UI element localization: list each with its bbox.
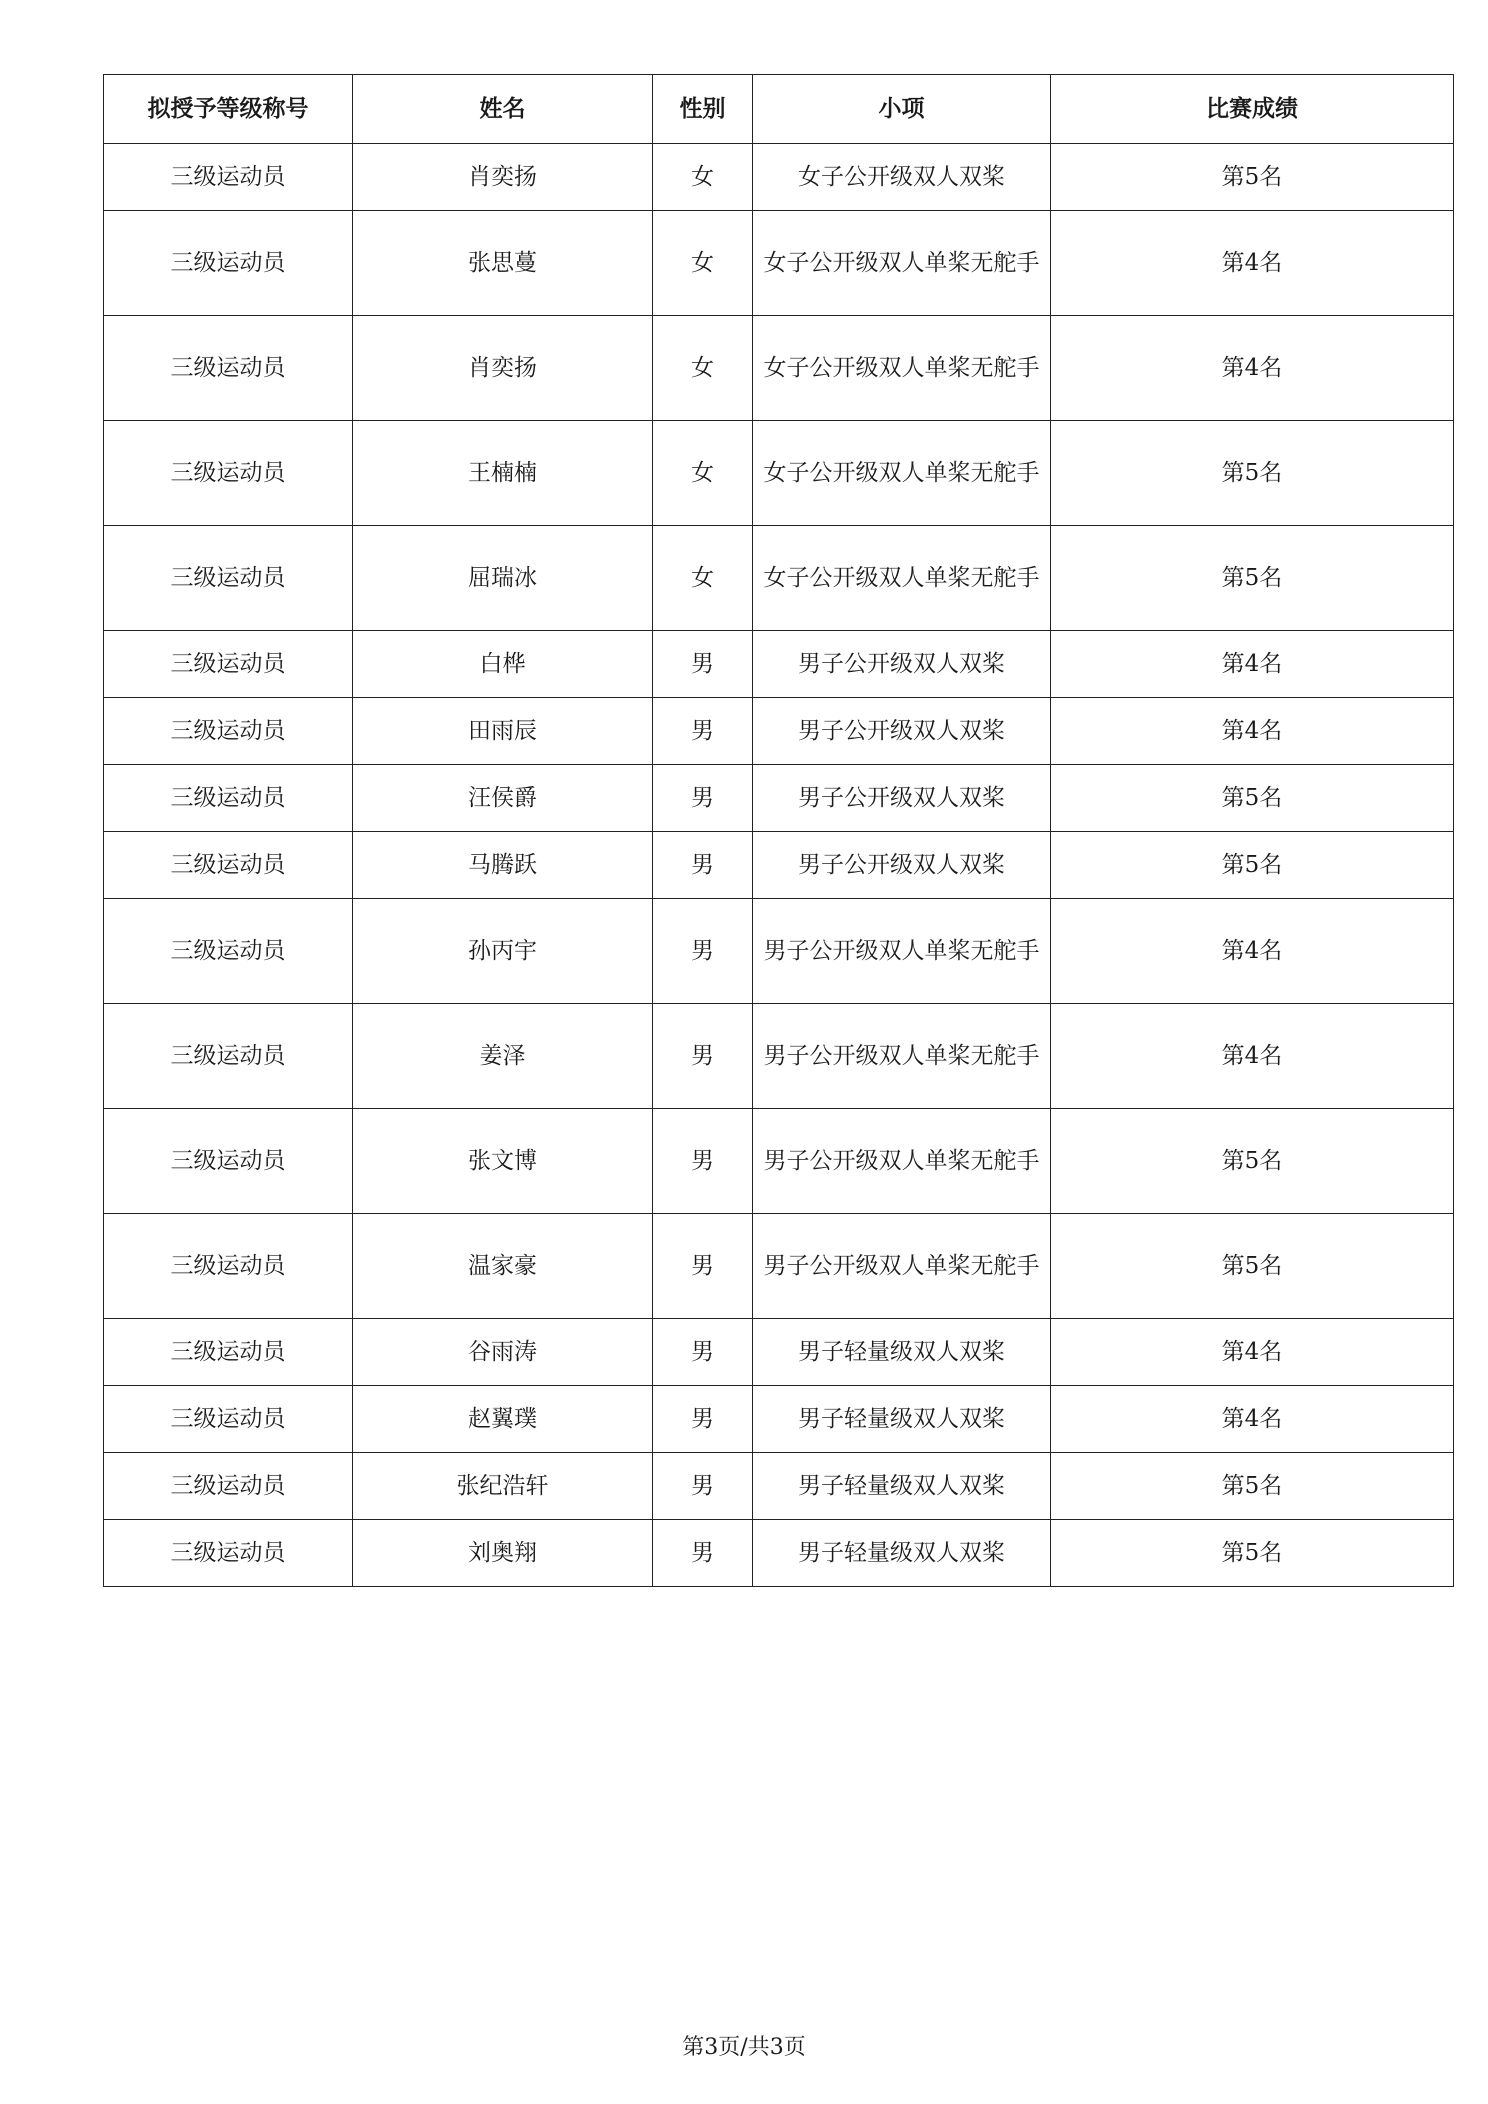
table-row [104, 899, 1454, 1004]
table-row [104, 144, 1454, 211]
cell-gender: 男 [653, 1214, 753, 1319]
table-row [104, 765, 1454, 832]
cell-event: 男子轻量级双人双桨 [753, 1319, 1051, 1386]
cell-gender: 女 [653, 211, 753, 316]
cell-name: 肖奕扬 [353, 316, 653, 421]
cell-result: 第5名 [1051, 1109, 1454, 1214]
header-event: 小项 [753, 75, 1051, 144]
table-row [104, 316, 1454, 421]
cell-name: 王楠楠 [353, 421, 653, 526]
cell-gender: 男 [653, 631, 753, 698]
cell-result: 第4名 [1051, 698, 1454, 765]
cell-name: 张纪浩轩 [353, 1453, 653, 1520]
cell-grade: 三级运动员 [104, 144, 353, 211]
header-grade: 拟授予等级称号 [104, 75, 353, 144]
cell-gender: 男 [653, 1319, 753, 1386]
cell-result: 第5名 [1051, 1453, 1454, 1520]
cell-grade: 三级运动员 [104, 1319, 353, 1386]
table-row [104, 1520, 1454, 1587]
cell-gender: 男 [653, 832, 753, 899]
cell-result: 第4名 [1051, 1319, 1454, 1386]
table-row [104, 1109, 1454, 1214]
cell-grade: 三级运动员 [104, 211, 353, 316]
table-row [104, 832, 1454, 899]
cell-result: 第5名 [1051, 765, 1454, 832]
cell-grade: 三级运动员 [104, 1109, 353, 1214]
cell-grade: 三级运动员 [104, 698, 353, 765]
cell-result: 第5名 [1051, 526, 1454, 631]
cell-gender: 男 [653, 1453, 753, 1520]
cell-event: 男子公开级双人单桨无舵手 [753, 1214, 1051, 1319]
cell-event: 女子公开级双人单桨无舵手 [753, 211, 1051, 316]
cell-result: 第5名 [1051, 144, 1454, 211]
cell-event: 男子公开级双人双桨 [753, 698, 1051, 765]
cell-event: 男子公开级双人双桨 [753, 832, 1051, 899]
table-header-row [104, 75, 1454, 144]
table-row [104, 1386, 1454, 1453]
cell-gender: 男 [653, 1109, 753, 1214]
cell-result: 第4名 [1051, 631, 1454, 698]
cell-event: 男子公开级双人单桨无舵手 [753, 1109, 1051, 1214]
cell-grade: 三级运动员 [104, 1214, 353, 1319]
cell-name: 屈瑞冰 [353, 526, 653, 631]
cell-name: 张文博 [353, 1109, 653, 1214]
cell-event: 男子轻量级双人双桨 [753, 1520, 1051, 1587]
cell-name: 田雨辰 [353, 698, 653, 765]
table-row [104, 1319, 1454, 1386]
cell-gender: 女 [653, 421, 753, 526]
page-number: 第3页/共3页 [682, 2035, 806, 2060]
table-row [104, 1004, 1454, 1109]
cell-event: 女子公开级双人单桨无舵手 [753, 316, 1051, 421]
cell-gender: 男 [653, 1386, 753, 1453]
cell-name: 马腾跃 [353, 832, 653, 899]
cell-grade: 三级运动员 [104, 1453, 353, 1520]
cell-event: 男子公开级双人单桨无舵手 [753, 899, 1051, 1004]
cell-name: 温家豪 [353, 1214, 653, 1319]
cell-gender: 男 [653, 1004, 753, 1109]
cell-result: 第4名 [1051, 316, 1454, 421]
cell-grade: 三级运动员 [104, 899, 353, 1004]
cell-event: 男子轻量级双人双桨 [753, 1386, 1051, 1453]
cell-grade: 三级运动员 [104, 526, 353, 631]
cell-event: 女子公开级双人单桨无舵手 [753, 421, 1051, 526]
cell-event: 男子公开级双人单桨无舵手 [753, 1004, 1051, 1109]
cell-grade: 三级运动员 [104, 1520, 353, 1587]
cell-result: 第4名 [1051, 211, 1454, 316]
cell-gender: 女 [653, 526, 753, 631]
header-name: 姓名 [353, 75, 653, 144]
header-result: 比赛成绩 [1051, 75, 1454, 144]
table-row [104, 211, 1454, 316]
cell-grade: 三级运动员 [104, 631, 353, 698]
table-row [104, 631, 1454, 698]
cell-name: 刘奥翔 [353, 1520, 653, 1587]
cell-result: 第5名 [1051, 832, 1454, 899]
cell-event: 男子轻量级双人双桨 [753, 1453, 1051, 1520]
cell-gender: 男 [653, 765, 753, 832]
cell-result: 第5名 [1051, 1520, 1454, 1587]
cell-name: 汪侯爵 [353, 765, 653, 832]
cell-event: 女子公开级双人双桨 [753, 144, 1051, 211]
cell-name: 白桦 [353, 631, 653, 698]
cell-grade: 三级运动员 [104, 1386, 353, 1453]
cell-name: 肖奕扬 [353, 144, 653, 211]
table-row [104, 1214, 1454, 1319]
cell-grade: 三级运动员 [104, 316, 353, 421]
cell-grade: 三级运动员 [104, 1004, 353, 1109]
cell-grade: 三级运动员 [104, 765, 353, 832]
cell-grade: 三级运动员 [104, 832, 353, 899]
cell-result: 第4名 [1051, 1386, 1454, 1453]
table-row [104, 421, 1454, 526]
cell-grade: 三级运动员 [104, 421, 353, 526]
table-row [104, 1453, 1454, 1520]
cell-name: 谷雨涛 [353, 1319, 653, 1386]
table-row [104, 526, 1454, 631]
cell-gender: 男 [653, 899, 753, 1004]
cell-gender: 男 [653, 1520, 753, 1587]
athlete-grade-table [103, 74, 1454, 1587]
cell-gender: 女 [653, 316, 753, 421]
cell-result: 第5名 [1051, 1214, 1454, 1319]
cell-name: 张思蔓 [353, 211, 653, 316]
header-gender: 性别 [653, 75, 753, 144]
cell-name: 孙丙宇 [353, 899, 653, 1004]
cell-result: 第4名 [1051, 1004, 1454, 1109]
cell-event: 男子公开级双人双桨 [753, 631, 1051, 698]
cell-event: 男子公开级双人双桨 [753, 765, 1051, 832]
cell-event: 女子公开级双人单桨无舵手 [753, 526, 1051, 631]
cell-gender: 女 [653, 144, 753, 211]
cell-result: 第4名 [1051, 899, 1454, 1004]
cell-result: 第5名 [1051, 421, 1454, 526]
cell-name: 姜泽 [353, 1004, 653, 1109]
cell-gender: 男 [653, 698, 753, 765]
table-row [104, 698, 1454, 765]
cell-name: 赵翼璞 [353, 1386, 653, 1453]
